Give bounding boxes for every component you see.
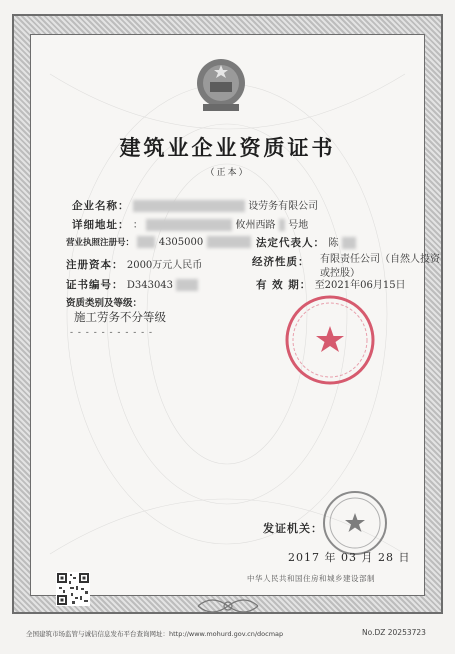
issuer-label: 发证机关： [263, 522, 323, 535]
econ-type-label: 经济性质： [252, 256, 310, 268]
address-value-mid: 攸州西路 [235, 220, 276, 231]
qualification-label: 资质类别及等级： [66, 298, 143, 309]
validity-row [256, 276, 406, 292]
license-value: 4305000 [158, 237, 204, 248]
certificate-title: 建筑业企业资质证书 [119, 136, 336, 160]
capital-row [66, 256, 202, 272]
issue-date: 2017 年 03 月 28 日 [288, 551, 411, 564]
econ-type-row [252, 254, 310, 269]
national-emblem-icon [193, 56, 249, 116]
redacted-license-suffix [207, 236, 251, 248]
issuer-seal-icon [320, 488, 390, 558]
redacted-house-number [279, 219, 285, 231]
legal-rep-row [256, 234, 356, 250]
company-name-label: 企业名称： [72, 200, 130, 212]
license-label: 营业执照注册号： [66, 238, 135, 248]
certificate-subtitle: （正本） [205, 168, 250, 178]
red-seal-icon [282, 292, 378, 388]
econ-type-value-row [320, 250, 440, 265]
capital-value: 2000万元人民币 [126, 260, 203, 271]
certificate-serial: No.DZ 20253723 [362, 628, 426, 637]
redacted-company-name [133, 200, 245, 212]
legal-rep-label: 法定代表人： [256, 237, 325, 249]
bottom-ornament-icon [196, 594, 260, 618]
address-value-suffix: 号地 [288, 220, 309, 231]
capital-label: 注册资本： [66, 259, 124, 271]
econ-type-value-line2: 或控股） [320, 268, 360, 279]
redacted-address [146, 219, 232, 231]
validity-label: 有 效 期： [256, 279, 312, 291]
redacted-license-prefix [137, 236, 155, 248]
qualification-dashes: - - - - - - - - - - - [70, 328, 154, 338]
ministry-name: 中华人民共和国住房和城乡建设部制 [247, 574, 375, 583]
license-row [66, 236, 251, 248]
redacted-legal-rep [342, 237, 356, 249]
qualification-value: 施工劳务不分等级 [74, 310, 166, 324]
company-name-value: 设劳务有限公司 [248, 201, 319, 212]
cert-no-label: 证书编号： [66, 279, 124, 291]
address-value-prefix: ： [132, 220, 143, 231]
address-label: 详细地址： [72, 219, 130, 231]
qualification-row [66, 295, 142, 309]
legal-rep-value: 陈 [328, 238, 339, 249]
footer-url: 全国建筑市场监管与诚信信息发布平台查询网址：http://www.mohurd.gov.cn/docmap [26, 630, 284, 638]
cert-no-value: D343043 [126, 280, 174, 291]
cert-no-row [66, 277, 198, 292]
qr-code-icon [56, 572, 90, 606]
address-row [72, 216, 308, 232]
company-name-row [72, 197, 318, 213]
validity-value: 至2021年06月15日 [314, 280, 406, 291]
econ-type-value: 有限责任公司（自然人投资 [320, 254, 440, 265]
redacted-cert-no [176, 279, 198, 291]
